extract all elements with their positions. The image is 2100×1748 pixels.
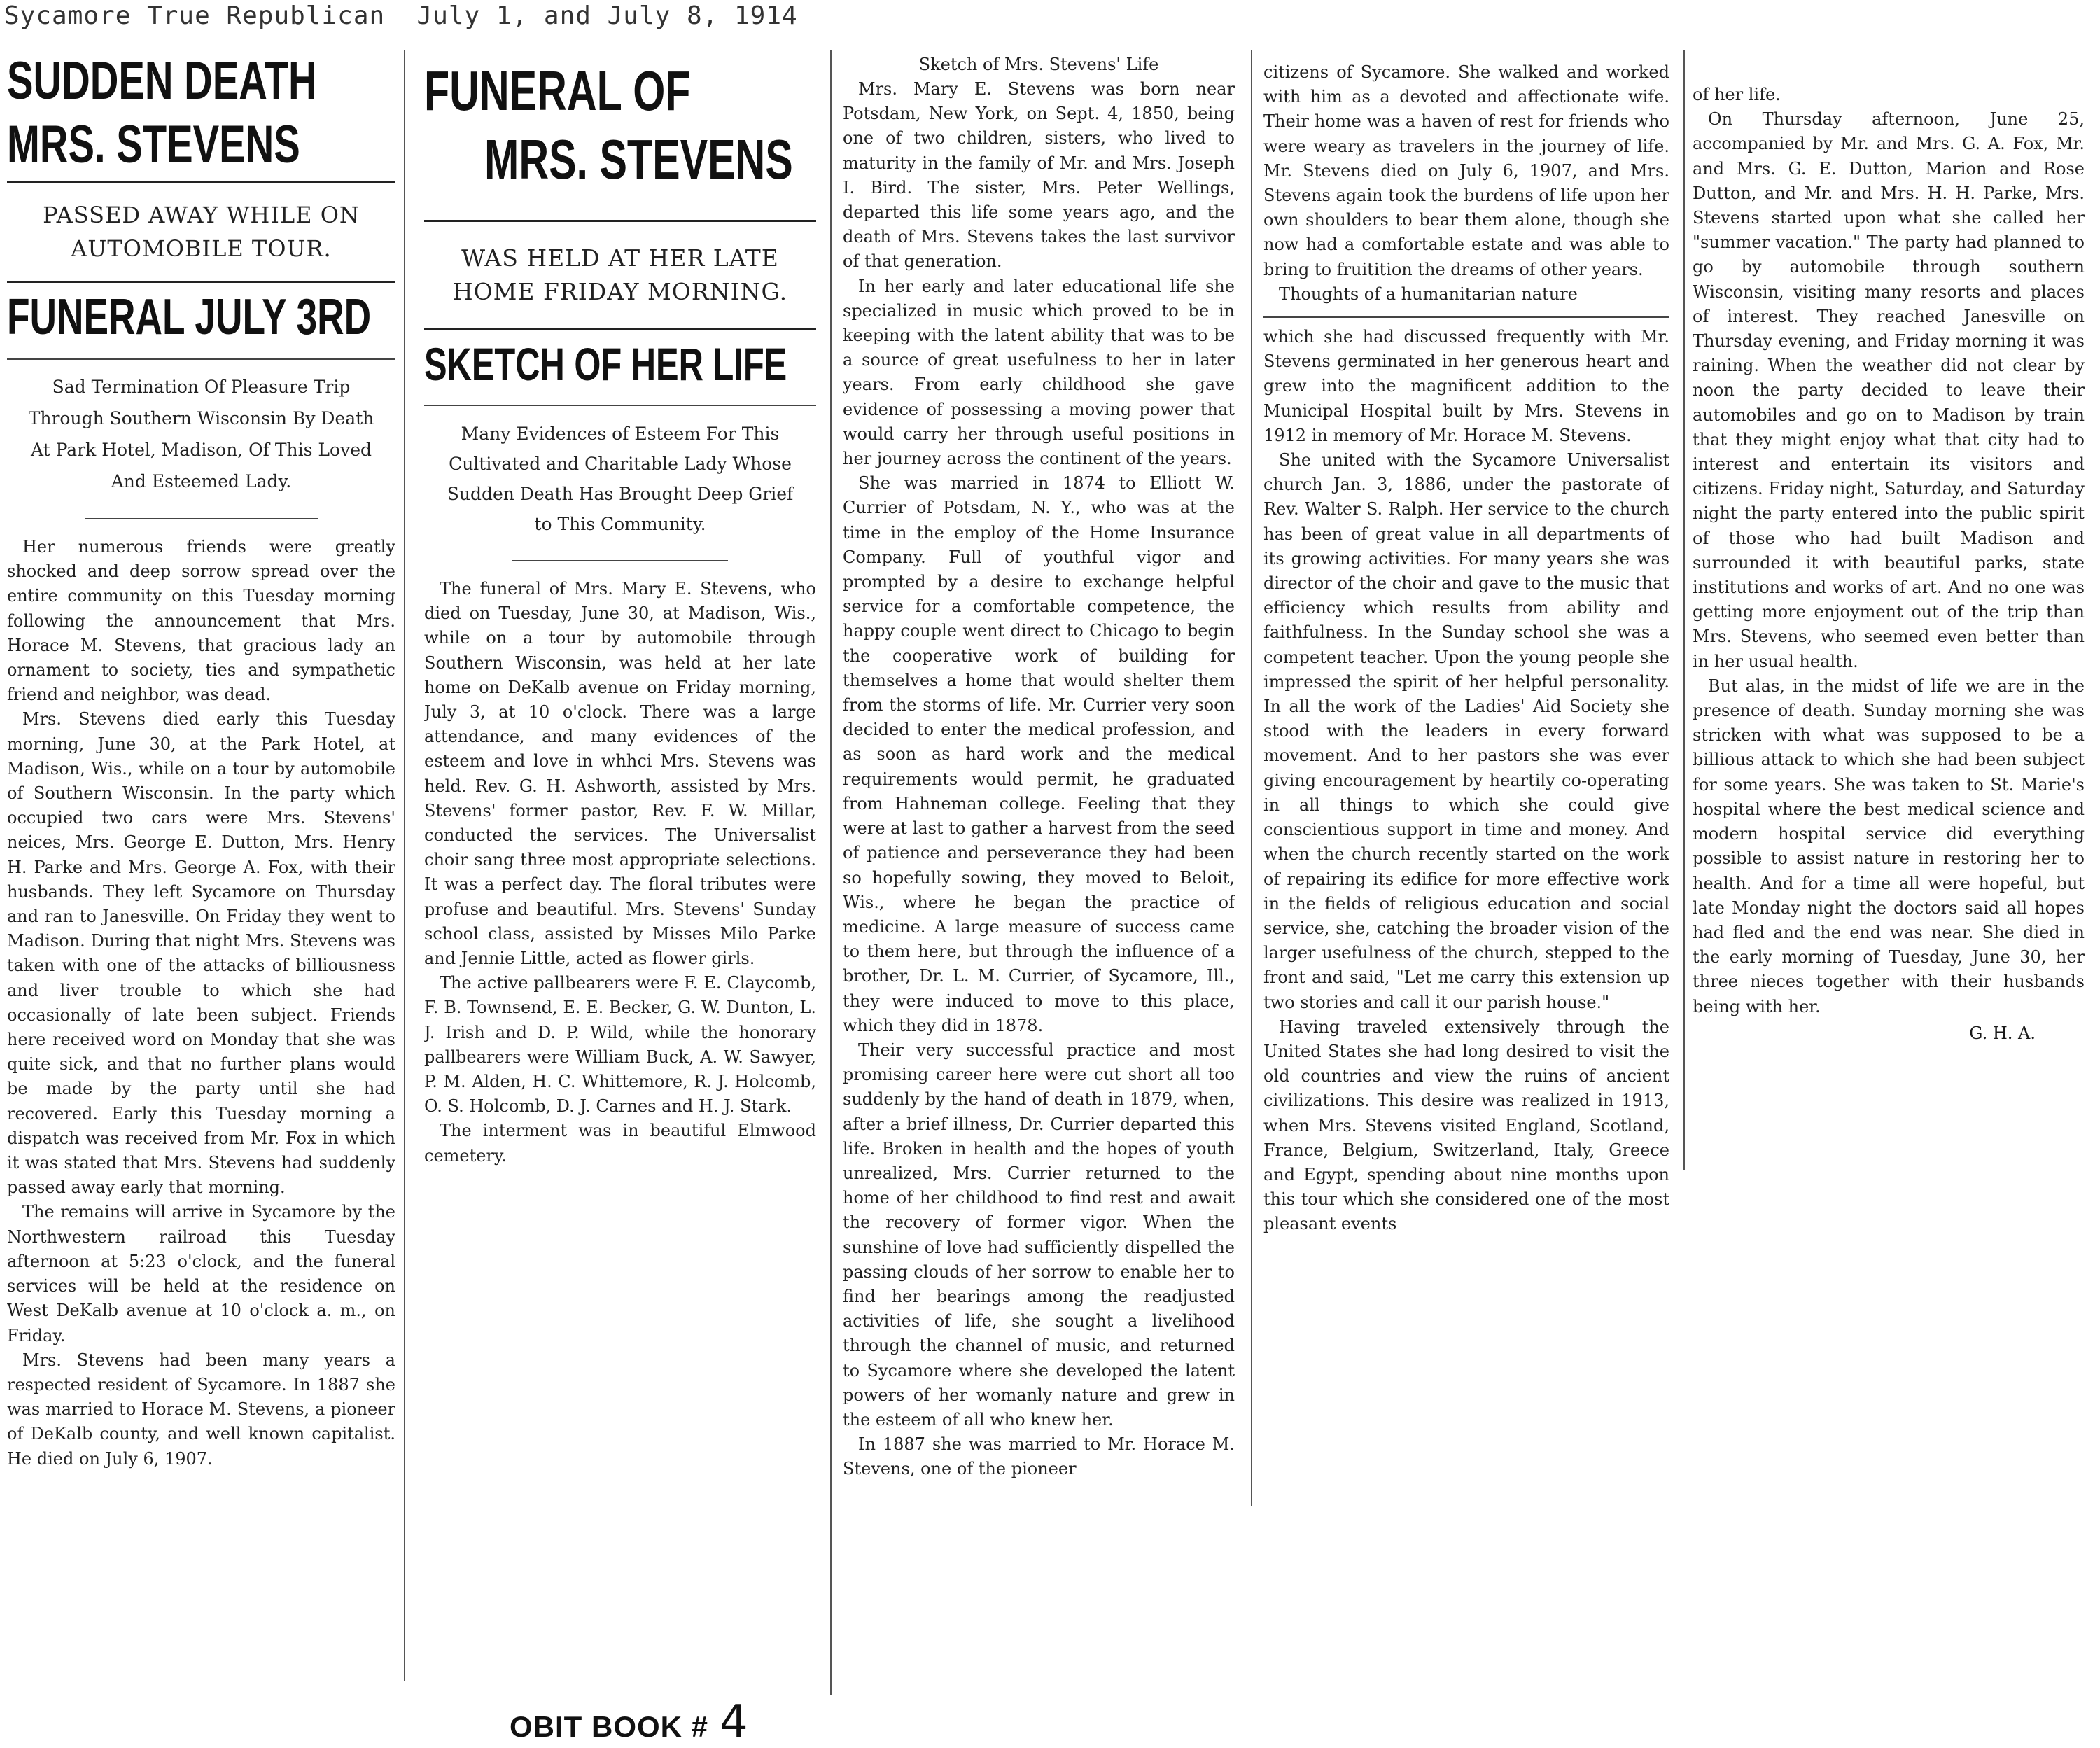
divider [424, 405, 816, 406]
paragraph: Having traveled extensively through the United States she had long desired to visit the old countries and view the ruins of ancient civilizations. This desire was realized in 1913, when Mrs. Stevens visited England, Scotland, France, Belgium, Switzerland, Italy, Greece and Egypt, spending about nine months upon this tour which she considered one of the most pleasant events [1264, 1016, 1670, 1234]
divider [424, 220, 816, 222]
article-body-col3 [843, 77, 1235, 1482]
paragraph: She was married in 1874 to Elliott W. Currier of Potsdam, N. Y., who was at the time in the employ of the Home Insurance Company. Full of youthful vigor and prompted by a desire to exchange helpful service for a comfortable competence, the happy couple went direct to Chicago to begin the cooperative work of building for themselves a home that would shelter them from the storms of life. Mr. Currier very soon decided to enter the medical profession, and as soon as hard work and the medical requirements would permit, he graduated from Hahneman college. Feeling that they were at last to gather a harvest from the seed of patience and perseverance they had been so hopefully sowing, they moved to Beloit, Wis., where he began the practice of medicine. A large measure of success came to them here, but through the influence of a brother, Dr. L. M. Currier, of Sycamore, Ill., they were induced to move to this place, which they did in 1878. [843, 473, 1235, 1035]
paragraph: In 1887 she was married to Mr. Horace M. Stevens, one of the pioneer [843, 1434, 1235, 1479]
paragraph: She united with the Sycamore Universalist church Jan. 3, 1886, under the pastorate of Rev. Walter S. Ralph. Her service to the church has been of great value in all departments of its growing activities. For many years she was director of the choir and gave to the music that efficiency which results from ability and faithfulness. In the Sunday school she was a competent teacher. Upon the young people she impressed the spirit of her helpful personality. In all the work of the Ladies' Aid Society she stood with the leaders in every forward movement. And to her pastors she was ever giving encouragement by heartily co-operating in all things to which she could give conscientious support in time and money. And when the church recently started on the work of repairing its edifice for more effective work in the fields of religious education and social service, she, catching the broader vision of the larger usefulness of the church, stepped to the front and said, "Let me carry this extension up two stories and call it our parish house." [1264, 450, 1670, 1012]
obit-book-number: 4 [720, 1696, 749, 1748]
subdeck-many-evidences: Many Evidences of Esteem For This Cultivated and Charitable Lady Whose Sudden Death Has Brought Deep Grief to This Community. [447, 424, 794, 534]
deck-passed-away: PASSED AWAY WHILE ON AUTOMOBILE TOUR. [43, 202, 360, 262]
paragraph: In her early and later educational life she specialized in music which proved to be in keeping with the latent ability that was to be a source of great usefulness to her in later years. From early childhood she gave evidence of possessing a moving power that would carry her through useful positions in her journey across the continent of the years. [843, 276, 1235, 469]
divider [7, 181, 396, 183]
section-title-sketch: Sketch of Mrs. Stevens' Life [918, 55, 1159, 74]
paragraph: The active pallbearers were F. E. Claycomb, F. B. Townsend, E. E. Becker, G. W. Dunton, L. J. Irish and D. P. Wild, while the honorary pallbearers were William Buck, A. W. Sawyer, P. M. Alden, H. C. Whittemore, R. J. Holcomb, O. S. Holcomb, D. J. Carnes and H. J. Stark. [424, 973, 816, 1117]
paragraph: On Thursday afternoon, June 25, accompanied by Mr. and Mrs. G. A. Fox, Mr. and Mrs. G. E. Dutton, Marion and Rose Dutton, and Mr. and Mrs. H. H. Parke, Mrs. Stevens started upon what she called her "summer vacation." The party had planned to go by automobile through southern Wisconsin, visiting many resorts and places of interest. They reached Janesville on Thursday evening, and Friday morning it was raining. When the weather did not clear by noon the party decided to leave their automobiles and go on to Madison by train that they might enjoy what that city had to interest and entertain its visitors and citizens. Friday night, Saturday, and Saturday night the party entered into the public spirit of those who had built Madison and surrounded it with beautiful parks, state institutions and works of art. And no one was getting more enjoyment out of the trip than Mrs. Stevens, who seemed even better than in her usual health. [1693, 109, 2085, 671]
column-rule [1684, 50, 1685, 1170]
divider [512, 560, 728, 561]
column-3 [843, 55, 1235, 1745]
headline-sketch-of-her-life: SKETCH OF HER LIFE [424, 338, 788, 390]
obit-book-label [510, 1696, 749, 1748]
headline-mrs-stevens-2: MRS. STEVENS [484, 128, 793, 190]
column-rule [830, 50, 832, 1695]
deck-was-held: WAS HELD AT HER LATE HOME FRIDAY MORNING. [452, 244, 788, 305]
column-1 [7, 50, 396, 1737]
article-body-col1 [7, 535, 396, 1471]
paragraph: The interment was in beautiful Elmwood cemetery. [424, 1121, 816, 1166]
column-5 [1693, 83, 2085, 1231]
signature: G. H. A. [1969, 1023, 2036, 1043]
headline-mrs-stevens: MRS. STEVENS [7, 115, 300, 174]
obit-book-text: OBIT BOOK # [510, 1710, 709, 1743]
paragraph: Mrs. Mary E. Stevens was born near Potsdam, New York, on Sept. 4, 1850, being one of two children, sisters, who lived to maturity in the family of Mr. and Mrs. Joseph I. Bird. The sister, Mrs. Peter Wellings, departed this life some years ago, and the death of Mrs. Stevens takes the last survivor of that generation. [843, 79, 1235, 272]
paragraph: of her life. [1693, 85, 1781, 104]
headline-sudden-death: SUDDEN DEATH [7, 51, 317, 111]
column-rule [1251, 50, 1252, 1506]
paragraph: Mrs. Stevens had been many years a respected resident of Sycamore. In 1887 she was married to Horace M. Stevens, a pioneer of DeKalb county, and well known capitalist. He died on July 6, 1907. [7, 1350, 396, 1469]
paragraph: Her numerous friends were greatly shocked and deep sorrow spread over the entire community on this Tuesday morning following the announcement that Mrs. Horace M. Stevens, that gracious lady an ornament to society, ties and sympathetic friend and neighbor, was dead. [7, 537, 396, 705]
paragraph: which she had discussed frequently with Mr. Stevens germinated in her generous heart and grew into the magnificent addition to the Municipal Hospital built by Mrs. Stevens in 1912 in memory of Mr. Horace M. Stevens. [1264, 327, 1670, 445]
paragraph: Mrs. Stevens died early this Tuesday morning, June 30, at the Park Hotel, at Madison, Wis., while on a tour by automobile of Southern Wisconsin. In the party which occupied two cars were Mrs. Stevens' neices, Mrs. George E. Dutton, Mrs. Henry H. Parke and Mrs. George A. Fox, with their husbands. They left Sycamore on Thursday and ran to Janesville. On Friday they went to Madison. During that night Mrs. Stevens was taken with one of the attacks of billiousness and liver trouble to which she had occasionally of late been subject. Friends here received word on Monday that she was quite sick, and that no further plans would be made by the party until she had recovered. Early this Tuesday morning a dispatch was received from Mr. Fox in which it was stated that Mrs. Stevens had suddenly passed away early that morning. [7, 709, 396, 1198]
paragraph: The funeral of Mrs. Mary E. Stevens, who died on Tuesday, June 30, at Madison, Wis., while on a tour by automobile through Southern Wisconsin, was held at her late home on DeKalb avenue on Friday morning, July 3, at 10 o'clock. There was a large attendance, and many evidences of the esteem and love in whhci Mrs. Stevens was held. Rev. G. H. Ashworth, assisted by Mrs. Stevens' former pastor, Rev. F. W. Millar, conducted the services. The Universalist choir sang three most appropriate selections. It was a perfect day. The floral tributes were profuse and beautiful. Mrs. Stevens' Sunday school class, assisted by Misses Milo Parke and Jennie Little, acted as flower girls. [424, 579, 816, 969]
paragraph: Thoughts of a humanitarian nature [1279, 284, 1578, 304]
column-4 [1264, 60, 1670, 1530]
article-body-col2 [424, 577, 816, 1168]
paragraph: citizens of Sycamore. She walked and worked with him as a devoted and affectionate wife. Their home was a haven of rest for friends who were weary as travelers in the journey of life. Mr. Stevens died on July 6, 1907, and Mrs. Stevens again took the burdens of life upon her own shoulders to bear them alone, though she now had a comfortable estate and was able to bring to fruitition the dreams of other years. [1264, 62, 1670, 279]
paragraph: Their very successful practice and most promising career here were cut short all too suddenly by the hand of death in 1879, when, after a brief illness, Dr. Currier departed this life. Broken in health and the hopes of youth unrealized, Mrs. Currier returned to the home of her childhood to find rest and await the recovery of former vigor. When the sunshine of love had sufficiently dispelled the passing clouds of her sorrow to enable her to find her bearings among the readjusted activities of life, she sought a livelihood through the channel of music, and returned to Sycamore where she developed the latent powers of her womanly nature and grew in the esteem of all who knew her. [843, 1040, 1235, 1429]
paragraph: But alas, in the midst of life we are in the presence of death. Sunday morning she was stricken with what was supposed to be a billious attack to which she had been subject for some years. She was taken to St. Marie's hospital where the best medical science and modern hospital service did everything possible to assist nature in restoring her to health. And for a time all were hopeful, but late Monday night the doctors said all hopes had fled and the end was near. She died in the early morning of Tuesday, June 30, her three nieces together with their husbands being with her. [1693, 676, 2085, 1016]
headline-funeral-of: FUNERAL OF [424, 60, 691, 122]
page-header: Sycamore True Republican July 1, and July 8, 1914 [4, 1, 798, 30]
divider [1264, 316, 1670, 318]
headline-funeral-july-3rd: FUNERAL JULY 3RD [7, 289, 372, 345]
divider [424, 328, 816, 330]
column-2 [424, 50, 816, 1450]
paragraph: The remains will arrive in Sycamore by the Northwestern railroad this Tuesday afternoon at 5:23 o'clock, and the funeral services will be held at the residence on West DeKalb avenue at 10 o'clock a. m., on Friday. [7, 1202, 396, 1345]
divider [7, 281, 396, 283]
column-rule [404, 50, 405, 1681]
article-body-col4-top [1264, 60, 1670, 307]
article-body-col4-bottom [1264, 325, 1670, 1237]
article-body-col5 [1693, 83, 2085, 1019]
divider [85, 518, 318, 519]
subdeck-sad-termination: Sad Termination Of Pleasure Trip Through Southern Wisconsin By Death At Park Hotel, Madison, Of This Loved And Esteemed Lady. [28, 377, 374, 491]
divider [7, 358, 396, 360]
